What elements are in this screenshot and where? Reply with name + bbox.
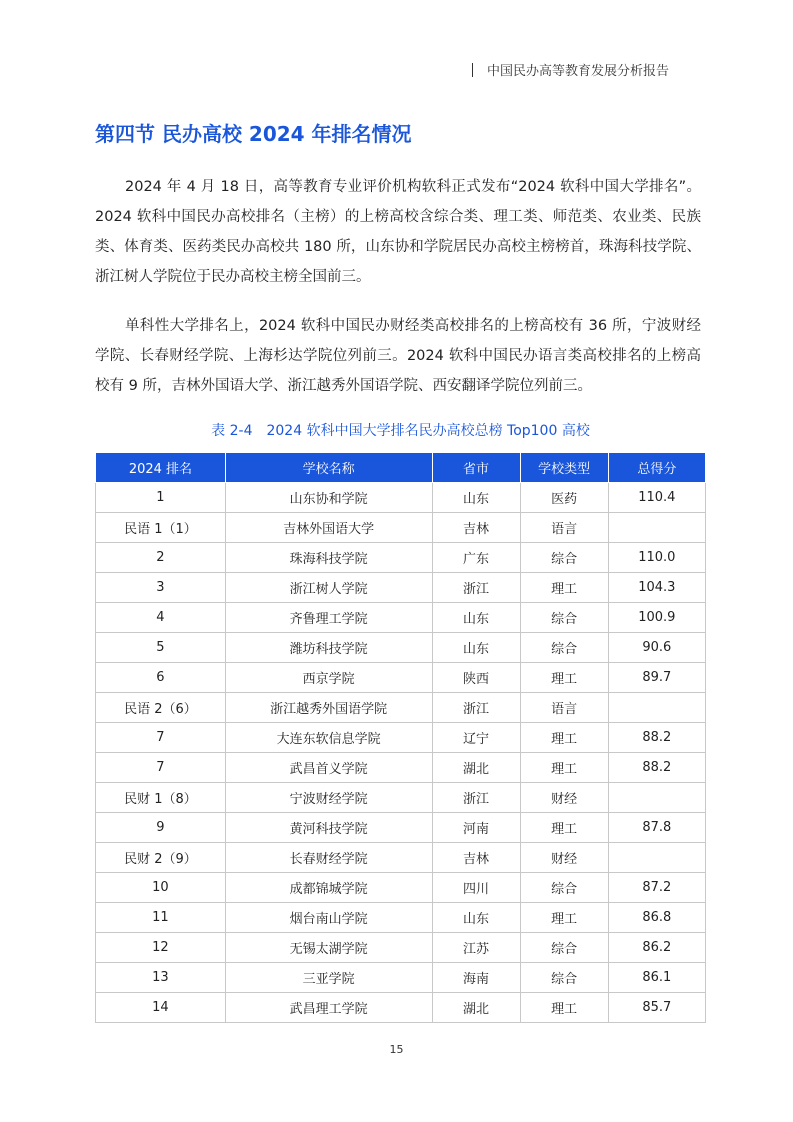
cell-total-score: 87.2: [608, 873, 705, 903]
table-caption: 表 2-4 2024 软科中国大学排名民办高校总榜 Top100 高校: [211, 423, 590, 439]
table-row: [96, 963, 706, 993]
cell-school-name: 三亚学院: [225, 963, 432, 993]
cell-total-score: 86.8: [608, 903, 705, 933]
cell-total-score: 88.2: [608, 753, 705, 783]
cell-province: 浙江: [432, 573, 520, 603]
table-row: [96, 813, 706, 843]
cell-school-name: 吉林外国语大学: [225, 513, 432, 543]
header-title: 中国民办高等教育发展分析报告: [486, 64, 669, 79]
cell-school-type: 医药: [520, 483, 608, 513]
cell-province: 山东: [432, 903, 520, 933]
cell-province: 湖北: [432, 993, 520, 1023]
cell-rank: 9: [96, 813, 226, 843]
cell-total-score: [608, 783, 705, 813]
cell-total-score: [608, 513, 705, 543]
cell-total-score: 86.1: [608, 963, 705, 993]
cell-school-type: 综合: [520, 633, 608, 663]
cell-rank: 6: [96, 663, 226, 693]
cell-school-type: 综合: [520, 933, 608, 963]
cell-total-score: 100.9: [608, 603, 705, 633]
cell-total-score: 90.6: [608, 633, 705, 663]
cell-total-score: 110.0: [608, 543, 705, 573]
cell-school-type: 理工: [520, 903, 608, 933]
cell-school-type: 理工: [520, 723, 608, 753]
cell-school-type: 财经: [520, 783, 608, 813]
cell-rank: 7: [96, 753, 226, 783]
cell-school-type: 综合: [520, 963, 608, 993]
cell-school-name: 黄河科技学院: [225, 813, 432, 843]
cell-school-type: 理工: [520, 993, 608, 1023]
table-row: [96, 693, 706, 723]
cell-school-name: 浙江树人学院: [225, 573, 432, 603]
cell-province: 湖北: [432, 753, 520, 783]
cell-province: 吉林: [432, 513, 520, 543]
cell-province: 山东: [432, 483, 520, 513]
cell-school-type: 理工: [520, 573, 608, 603]
cell-school-name: 宁波财经学院: [225, 783, 432, 813]
cell-school-name: 山东协和学院: [225, 483, 432, 513]
cell-rank: 14: [96, 993, 226, 1023]
cell-school-type: 财经: [520, 843, 608, 873]
cell-school-type: 理工: [520, 663, 608, 693]
cell-rank: 2: [96, 543, 226, 573]
cell-school-type: 综合: [520, 543, 608, 573]
table-row: [96, 543, 706, 573]
cell-province: 江苏: [432, 933, 520, 963]
table-row: [96, 513, 706, 543]
cell-school-type: 理工: [520, 813, 608, 843]
header-rank: 2024 排名: [96, 453, 226, 483]
cell-total-score: 104.3: [608, 573, 705, 603]
header-total-score: 总得分: [608, 453, 705, 483]
cell-rank: 3: [96, 573, 226, 603]
page-number: 15: [389, 1043, 404, 1056]
cell-total-score: [608, 693, 705, 723]
table-row: [96, 843, 706, 873]
paragraph-intro: 2024 年 4 月 18 日，高等教育专业评价机构软科正式发布“2024 软科中国大学排名”。2024 软科中国民办高校排名（主榜）的上榜高校含综合类、理工类、师范类、农业类、民族类、体育类、医药类民办高校共 180 所，山东协和学院居民办高校主榜榜首，珠海科技学院、浙江树人学院位于民办高校主榜全国前三。: [95, 179, 701, 285]
cell-school-type: 理工: [520, 753, 608, 783]
cell-province: 辽宁: [432, 723, 520, 753]
header-school-type: 学校类型: [520, 453, 608, 483]
cell-school-name: 珠海科技学院: [225, 543, 432, 573]
table-row: [96, 573, 706, 603]
cell-rank: 4: [96, 603, 226, 633]
cell-rank: 民财 2（9）: [96, 843, 226, 873]
cell-rank: 7: [96, 723, 226, 753]
cell-rank: 10: [96, 873, 226, 903]
table-row: [96, 663, 706, 693]
cell-province: 广东: [432, 543, 520, 573]
cell-school-type: 语言: [520, 513, 608, 543]
cell-province: 陕西: [432, 663, 520, 693]
table-header-row: [96, 453, 706, 483]
cell-rank: 13: [96, 963, 226, 993]
cell-province: 海南: [432, 963, 520, 993]
cell-rank: 1: [96, 483, 226, 513]
cell-province: 河南: [432, 813, 520, 843]
cell-school-name: 长春财经学院: [225, 843, 432, 873]
cell-rank: 11: [96, 903, 226, 933]
table-row: [96, 903, 706, 933]
cell-rank: 民语 2（6）: [96, 693, 226, 723]
cell-rank: 民财 1（8）: [96, 783, 226, 813]
cell-province: 浙江: [432, 783, 520, 813]
cell-school-type: 综合: [520, 873, 608, 903]
cell-school-name: 无锡太湖学院: [225, 933, 432, 963]
header-school-name: 学校名称: [225, 453, 432, 483]
cell-rank: 5: [96, 633, 226, 663]
header-province: 省市: [432, 453, 520, 483]
cell-province: 四川: [432, 873, 520, 903]
cell-total-score: 110.4: [608, 483, 705, 513]
cell-total-score: 87.8: [608, 813, 705, 843]
cell-school-name: 大连东软信息学院: [225, 723, 432, 753]
header-divider: [472, 63, 473, 77]
cell-province: 山东: [432, 633, 520, 663]
cell-school-name: 武昌理工学院: [225, 993, 432, 1023]
cell-school-type: 语言: [520, 693, 608, 723]
cell-total-score: 88.2: [608, 723, 705, 753]
section-title: 第四节 民办高校 2024 年排名情况: [95, 122, 412, 146]
cell-school-name: 武昌首义学院: [225, 753, 432, 783]
running-header: [472, 60, 669, 79]
table-row: [96, 483, 706, 513]
table-row: [96, 993, 706, 1023]
cell-school-name: 烟台南山学院: [225, 903, 432, 933]
cell-province: 吉林: [432, 843, 520, 873]
cell-school-name: 齐鲁理工学院: [225, 603, 432, 633]
table-row: [96, 783, 706, 813]
cell-total-score: 85.7: [608, 993, 705, 1023]
cell-province: 山东: [432, 603, 520, 633]
cell-school-name: 潍坊科技学院: [225, 633, 432, 663]
cell-total-score: 86.2: [608, 933, 705, 963]
table-row: [96, 603, 706, 633]
table-row: [96, 753, 706, 783]
cell-rank: 民语 1（1）: [96, 513, 226, 543]
table-row: [96, 873, 706, 903]
ranking-table: [95, 452, 706, 1023]
cell-school-name: 成都锦城学院: [225, 873, 432, 903]
cell-school-type: 综合: [520, 603, 608, 633]
table-row: [96, 723, 706, 753]
table-row: [96, 633, 706, 663]
cell-rank: 12: [96, 933, 226, 963]
cell-total-score: [608, 843, 705, 873]
paragraph-single-discipline: 单科性大学排名上，2024 软科中国民办财经类高校排名的上榜高校有 36 所，宁波财经学院、长春财经学院、上海杉达学院位列前三。2024 软科中国民办语言类高校排名的上榜高校有 9 所，吉林外国语大学、浙江越秀外国语学院、西安翻译学院位列前三。: [95, 318, 701, 394]
table-row: [96, 933, 706, 963]
table-body: [96, 483, 706, 1023]
cell-total-score: 89.7: [608, 663, 705, 693]
cell-province: 浙江: [432, 693, 520, 723]
cell-school-name: 浙江越秀外国语学院: [225, 693, 432, 723]
cell-school-name: 西京学院: [225, 663, 432, 693]
